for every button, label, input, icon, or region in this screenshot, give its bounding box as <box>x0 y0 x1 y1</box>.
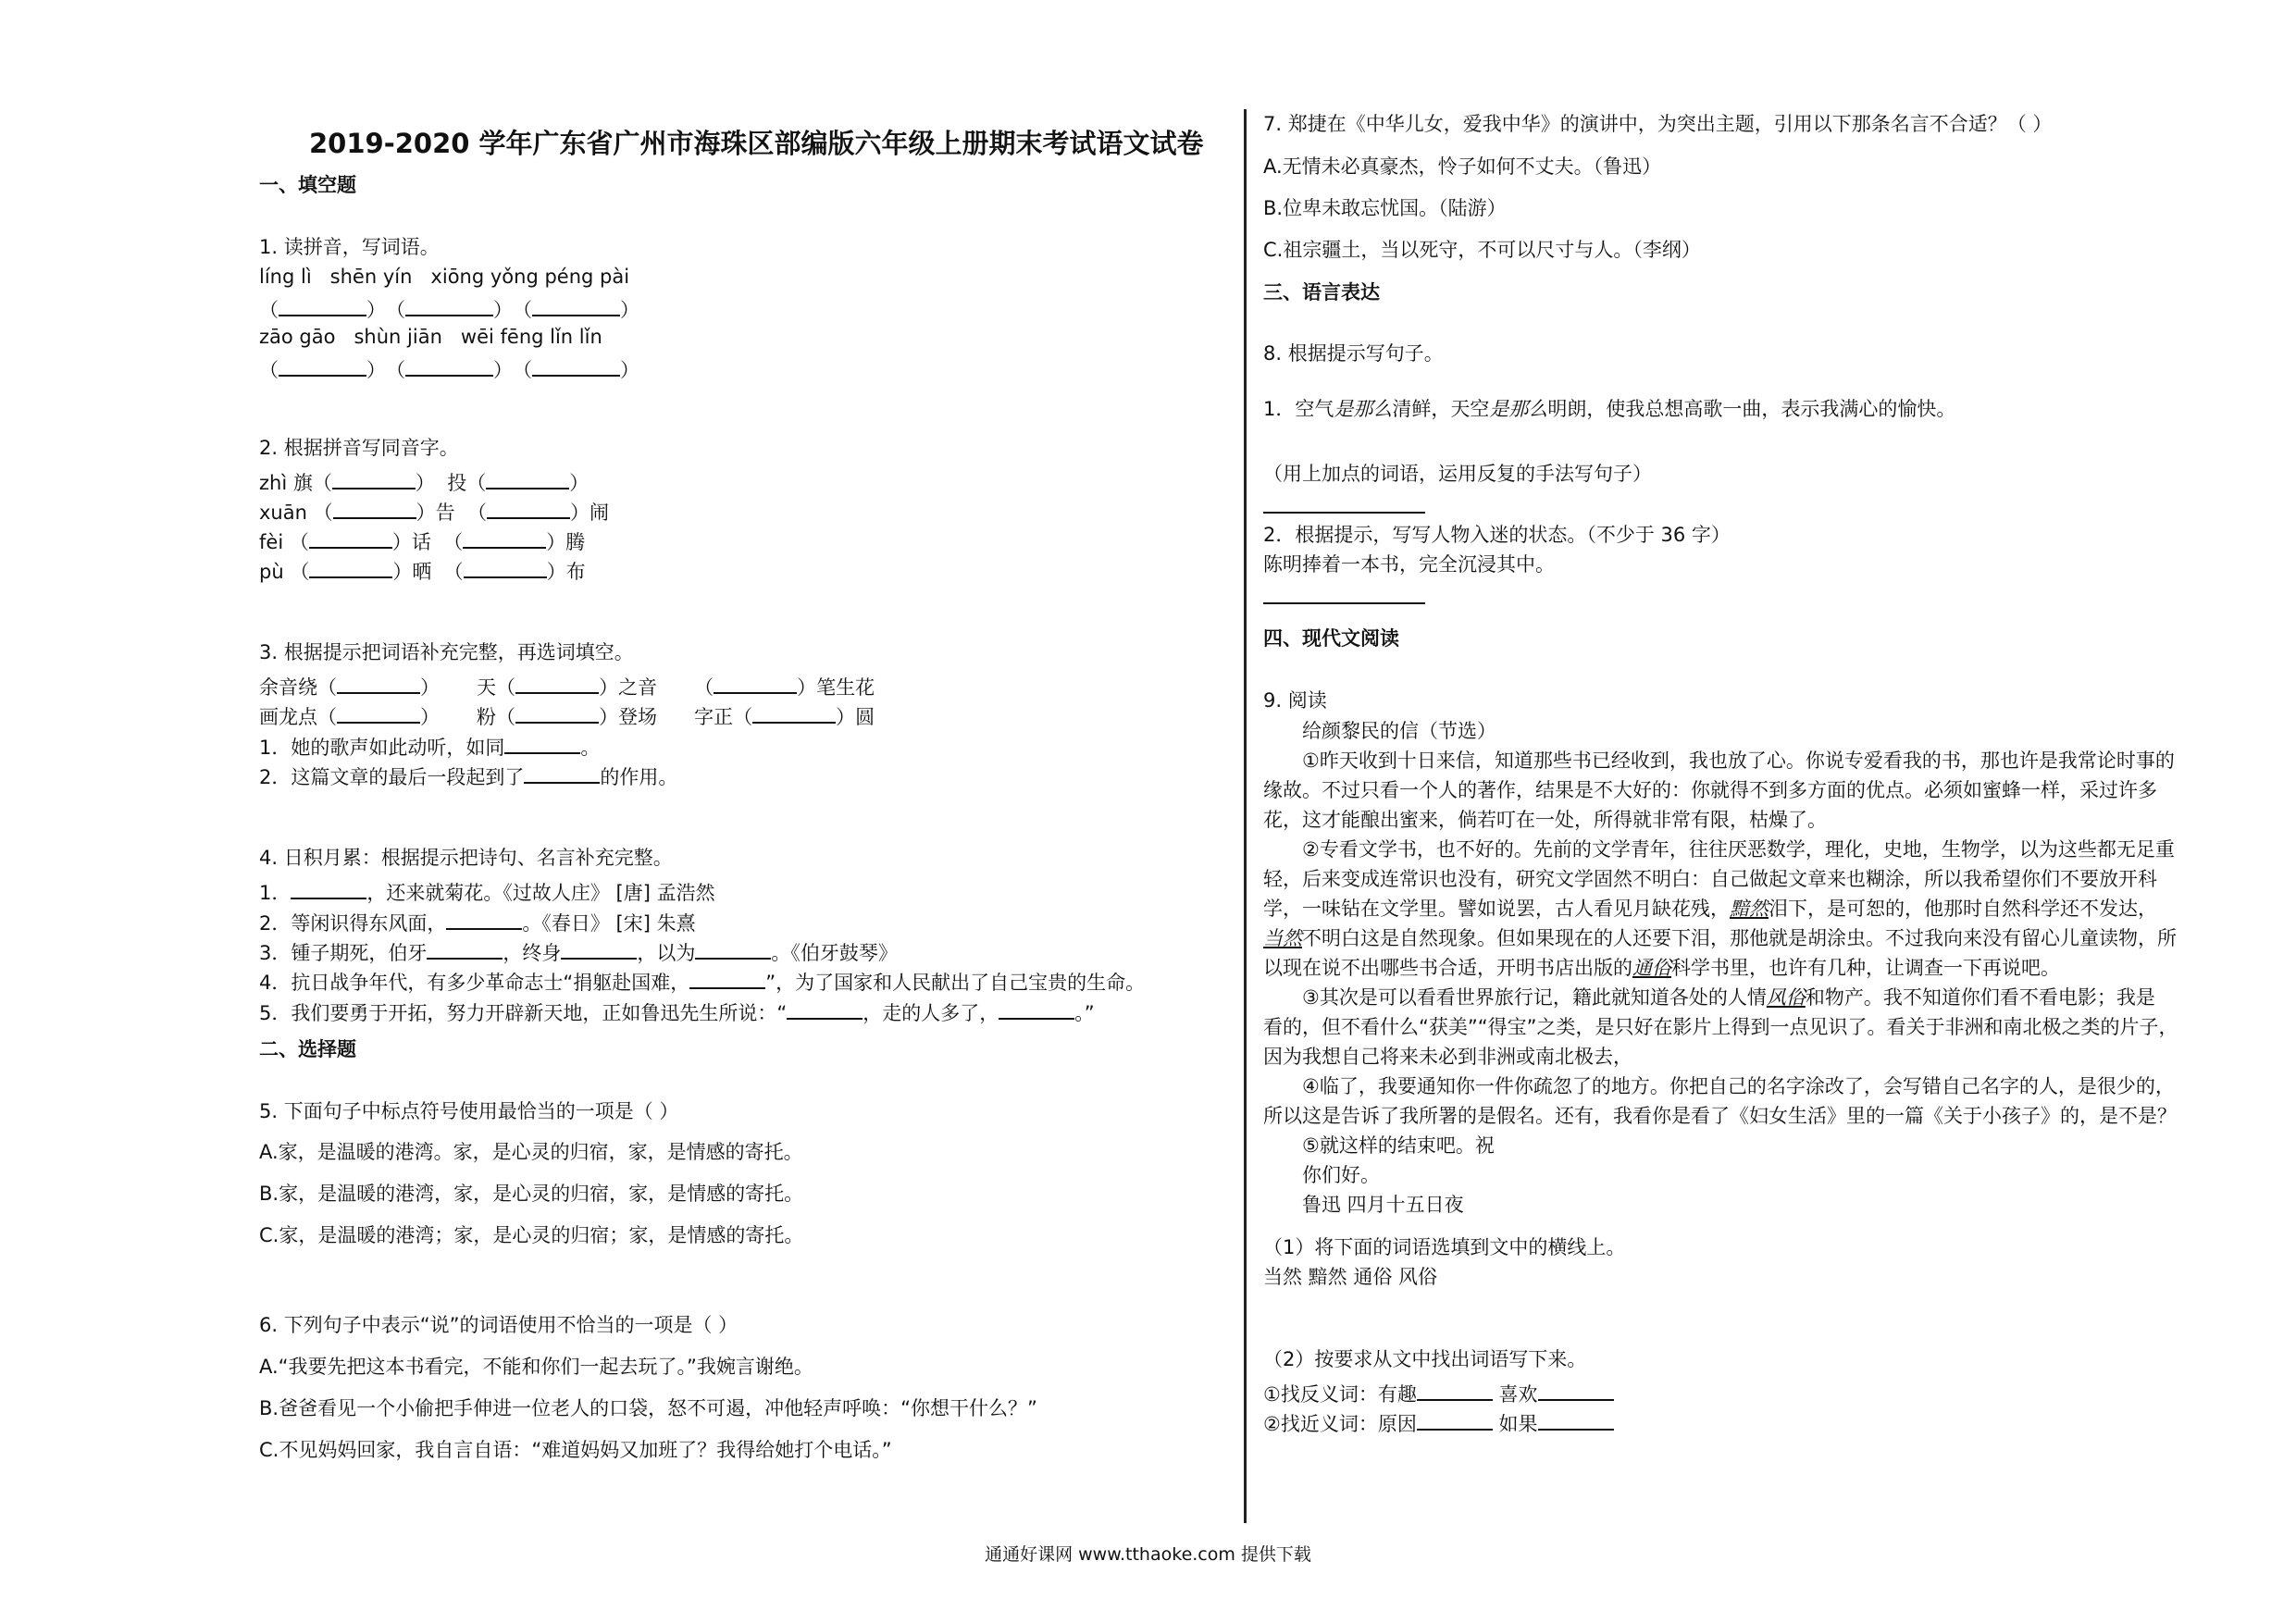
q1-stem: 1. 读拼音，写词语。 <box>259 236 440 258</box>
q2-row: zhì 旗（ ） 投（ ） <box>259 467 589 495</box>
paragraph-1: 花，这才能酿出蜜来，倘若叮在一处，所得就非常有限，枯燥了。 <box>1263 809 1827 831</box>
answer-blank[interactable] <box>309 556 392 578</box>
paragraph-5: ⑤就这样的结束吧。祝 <box>1302 1134 1495 1157</box>
q7-option-c[interactable]: C.祖宗疆土，当以死守，不可以尺寸与人。（李纲） <box>1263 239 1701 261</box>
q2-row: fèi （ ）话 （ ）腾 <box>259 527 585 554</box>
paragraph-3: 因为我想自己将来未必到非洲或南北极去， <box>1263 1046 1632 1068</box>
q2-row: xuān （ ）告 （ ）闹 <box>259 497 609 525</box>
q6-option-b[interactable]: B.爸爸看见一个小偷把手伸进一位老人的口袋，怒不可遏，冲他轻声呼唤：“你想干什么？” <box>259 1397 1037 1419</box>
paragraph-3: ③其次是可以看看世界旅行记，籍此就知道各处的人情风俗和物产。我不知道你们看不看电影；我是 <box>1302 986 2155 1009</box>
letter-title: 给颜黎民的信（节选） <box>1302 720 1496 742</box>
answer-blank[interactable] <box>1538 1408 1614 1431</box>
q8-prompt: 陈明捧着一本书，完全沉浸其中。 <box>1263 553 1555 576</box>
answer-blank[interactable] <box>532 354 620 377</box>
q9-antonyms: ①找反义词：有趣 喜欢 <box>1263 1379 1614 1406</box>
q1-pinyin-row-1: líng lì shēn yín xiōng yǒng péng pài <box>259 266 630 288</box>
q4-line-5: 5．我们要勇于开拓，努力开辟新天地，正如鲁迅先生所说：“ ，走的人多了， 。” <box>259 997 1095 1025</box>
answer-blank[interactable] <box>333 497 416 519</box>
answer-blank[interactable] <box>337 672 420 694</box>
underlined-word: 通俗 <box>1632 957 1671 979</box>
q9-sub-1: （1）将下面的词语选填到文中的横线上。 <box>1263 1236 1626 1258</box>
q8-answer-line-1[interactable] <box>1263 512 1425 514</box>
q6-option-a[interactable]: A.“我要先把这本书看完，不能和你们一起去玩了。”我婉言谢绝。 <box>259 1356 813 1378</box>
answer-blank[interactable] <box>752 701 836 724</box>
q1-pinyin-row-2: zāo gāo shùn jiān wēi fēng lǐn lǐn <box>259 326 602 348</box>
answer-blank[interactable] <box>463 527 546 549</box>
section-modern-reading: 四、现代文阅读 <box>1263 627 1399 650</box>
q6-option-c[interactable]: C.不见妈妈回家，我自言自语：“难道妈妈又加班了？我得给她打个电话。” <box>259 1439 892 1461</box>
paragraph-2: 以现在说不出哪些书合适，开明书店出版的通俗科学书里，也许有几种，让调查一下再说吧。 <box>1263 957 2060 979</box>
paragraph-3: 看的，但不看什么“获美”“得宝”之类，是只好在影片上得到一点见识了。看关于非洲和南北极之类的片子， <box>1263 1016 2178 1038</box>
answer-blank[interactable] <box>486 467 569 489</box>
q9-sub-2: （2）按要求从文中找出词语写下来。 <box>1263 1348 1587 1370</box>
q3-row-1: 余音绕（ ） 天（ ）之音 （ ）笔生花 <box>259 672 875 700</box>
page-footer: 通通好课网 www.tthaoke.com 提供下载 <box>985 1544 1311 1565</box>
paragraph-2: 轻，后来变成连常识也没有，研究文学固然不明白：自己做起文章来也糊涂，所以我希望你们不要放开科 <box>1263 868 2157 890</box>
q7-stem: 7. 郑捷在《中华儿女，爱我中华》的演讲中，为突出主题，引用以下那条名言不合适？（ ） <box>1263 113 2053 135</box>
answer-blank[interactable] <box>1417 1408 1493 1431</box>
answer-blank[interactable] <box>999 997 1074 1020</box>
answer-blank[interactable] <box>787 997 863 1020</box>
paragraph-4: ④临了，我要通知你一件你疏忽了的地方。你把自己的名字涂改了，会写错自己名字的人，是很少的， <box>1302 1075 2175 1097</box>
q1-blanks-row-1: （ ） （ ） （ ） <box>259 294 639 322</box>
q2-stem: 2. 根据拼音写同音字。 <box>259 437 459 459</box>
q9-word-bank: 当然 黯然 通俗 风俗 <box>1263 1266 1438 1288</box>
answer-blank[interactable] <box>532 294 620 316</box>
answer-blank[interactable] <box>515 701 599 724</box>
answer-blank[interactable] <box>279 294 366 316</box>
underlined-word: 风俗 <box>1766 986 1806 1009</box>
q4-stem: 4. 日积月累：根据提示把诗句、名言补充完整。 <box>259 847 673 869</box>
column-divider <box>1244 109 1247 1523</box>
paragraph-1: 缘故。不过只看一个人的著作，结果是不大好的：你就得不到多方面的优点。必须如蜜蜂一样，采过许多 <box>1263 779 2157 801</box>
q3-sentence-1: 1．她的歌声如此动听，如同 。 <box>259 732 600 760</box>
q4-line-4: 4．抗日战争年代，有多少革命志士“捐躯赴国难， ”，为了国家和人民献出了自己宝贵的生命。 <box>259 967 1145 995</box>
dotted-word: 是那么 <box>1489 398 1548 420</box>
dotted-word: 是那么 <box>1334 398 1393 420</box>
answer-blank[interactable] <box>515 672 599 694</box>
answer-blank[interactable] <box>561 937 637 960</box>
answer-blank[interactable] <box>291 877 366 899</box>
answer-blank[interactable] <box>487 497 570 519</box>
q8-sentence-1: 1．空气是那么清鲜，天空是那么明朗，使我总想高歌一曲，表示我满心的愉快。 <box>1263 398 1956 420</box>
answer-blank[interactable] <box>524 762 600 784</box>
q9-synonyms: ②找近义词：原因 如果 <box>1263 1408 1614 1436</box>
section-language-expression: 三、语言表达 <box>1263 281 1380 304</box>
document-title: 2019-2020 学年广东省广州市海珠区部编版六年级上册期末考试语文试卷 <box>309 128 1204 159</box>
answer-blank[interactable] <box>332 467 416 489</box>
q9-stem: 9. 阅读 <box>1263 689 1327 712</box>
letter-signature: 鲁迅 四月十五日夜 <box>1302 1194 1464 1216</box>
right-column <box>1263 0 2244 1527</box>
paragraph-4: 所以这是告诉了我所署的是假名。还有，我看你是看了《妇女生活》里的一篇《关于小孩子》的，是不是？ <box>1263 1105 2177 1127</box>
answer-blank[interactable] <box>427 937 503 960</box>
q8-sentence-2: 2．根据提示，写写人物入迷的状态。（不少于 36 字） <box>1263 524 1731 546</box>
paragraph-1: ①昨天收到十日来信，知道那些书已经收到，我也放了心。你说专爱看我的书，那也许是我常论时事的 <box>1302 750 2175 772</box>
paragraph-6: 你们好。 <box>1302 1164 1380 1186</box>
q3-sentence-2: 2．这篇文章的最后一段起到了 的作用。 <box>259 762 677 789</box>
left-column <box>259 0 1226 1527</box>
answer-blank[interactable] <box>1538 1379 1614 1401</box>
q5-stem: 5. 下面句子中标点符号使用最恰当的一项是（ ） <box>259 1100 679 1122</box>
q8-hint-1: （用上加点的词语，运用反复的手法写句子） <box>1263 463 1652 485</box>
q4-line-1: 1． ，还来就菊花。《过故人庄》 [唐] 孟浩然 <box>259 877 715 905</box>
q8-stem: 8. 根据提示写句子。 <box>1263 342 1444 365</box>
paragraph-2: ②专看文学书，也不好的。先前的文学青年，往往厌恶数学，理化，史地，生物学，以为这些都无足重 <box>1302 838 2175 861</box>
paragraph-2: 当然不明白这是自然现象。但如果现在的人还要下泪，那他就是胡涂虫。不过我向来没有留心儿童读物，所 <box>1263 927 2177 949</box>
underlined-word: 当然 <box>1263 927 1302 949</box>
answer-blank[interactable] <box>446 908 522 930</box>
answer-blank[interactable] <box>714 672 797 694</box>
q5-option-a[interactable]: A.家，是温暖的港湾。家，是心灵的归宿，家，是情感的寄托。 <box>259 1141 803 1163</box>
q4-line-2: 2．等闲识得东风面， 。《春日》 [宋] 朱熹 <box>259 908 696 935</box>
q3-row-2: 画龙点（ ） 粉（ ）登场 字正（ ）圆 <box>259 701 875 729</box>
q6-stem: 6. 下列句子中表示“说”的词语使用不恰当的一项是（ ） <box>259 1314 738 1336</box>
underlined-word: 黯然 <box>1730 898 1769 920</box>
section-fill-blank: 一、填空题 <box>259 174 356 196</box>
q7-option-a[interactable]: A.无情未必真豪杰，怜子如何不丈夫。（鲁迅） <box>1263 155 1662 178</box>
q2-row: pù （ ）晒 （ ）布 <box>259 556 586 584</box>
answer-blank[interactable] <box>405 294 493 316</box>
q5-option-c[interactable]: C.家，是温暖的港湾；家，是心灵的归宿；家，是情感的寄托。 <box>259 1224 804 1246</box>
answer-blank[interactable] <box>309 527 392 549</box>
q5-option-b[interactable]: B.家，是温暖的港湾，家，是心灵的归宿，家，是情感的寄托。 <box>259 1183 804 1205</box>
answer-blank[interactable] <box>464 556 547 578</box>
answer-blank[interactable] <box>405 354 493 377</box>
answer-blank[interactable] <box>279 354 366 377</box>
answer-blank[interactable] <box>1417 1379 1493 1401</box>
q7-option-b[interactable]: B.位卑未敢忘忧国。（陆游） <box>1263 197 1507 219</box>
q1-blanks-row-2: （ ） （ ） （ ） <box>259 354 639 382</box>
paragraph-2: 学，一味钻在文学里。譬如说罢，古人看见月缺花残，黯然泪下，是可恕的，他那时自然科学还不发达， <box>1263 898 2157 920</box>
section-multiple-choice: 二、选择题 <box>259 1038 356 1060</box>
answer-blank[interactable] <box>695 937 771 960</box>
q4-line-3: 3．锺子期死，伯牙 ，终身 ，以为 。《伯牙鼓琴》 <box>259 937 898 965</box>
answer-blank[interactable] <box>504 732 580 754</box>
answer-blank[interactable] <box>689 967 765 989</box>
q3-stem: 3. 根据提示把词语补充完整，再选词填空。 <box>259 641 634 663</box>
answer-blank[interactable] <box>337 701 420 724</box>
q8-answer-line-2[interactable] <box>1263 602 1425 604</box>
